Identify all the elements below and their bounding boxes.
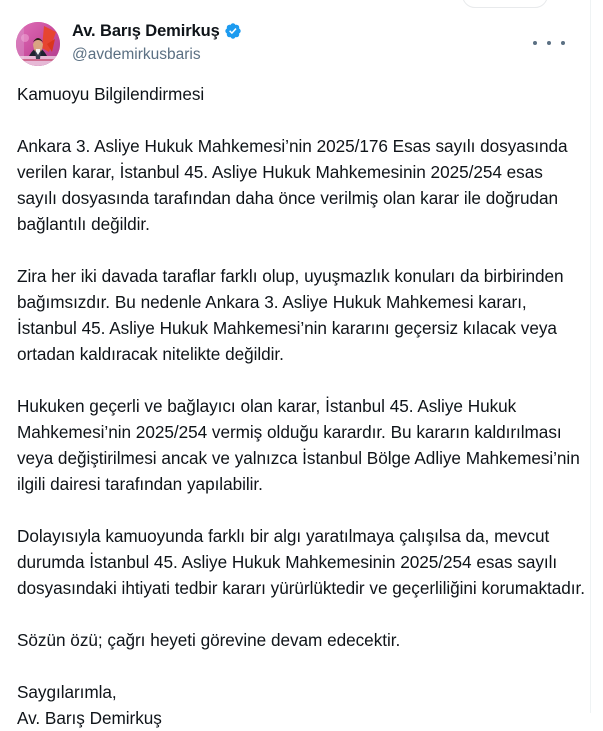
- identity-block: [72, 20, 442, 65]
- more-horizontal-icon[interactable]: [532, 32, 566, 54]
- more-dot: [547, 41, 551, 45]
- more-dot: [533, 41, 537, 45]
- tweet-paragraph: Dolayısıyla kamuoyunda farklı bir algı yaratılmaya çalışılsa da, mevcut durumda İstanbul 45. Asliye Hukuk Mahkemesinin 2025/254 esas sayılı dosyasındaki ihtiyati tedbir kararı yürürlüktedir ve geçerliliğini korumaktadır.: [17, 526, 585, 598]
- tweet-paragraph: Sözün özü; çağrı heyeti görevine devam edecektir.: [17, 630, 401, 650]
- card-right-divider: [590, 0, 591, 713]
- tweet-paragraph: Zira her iki davada taraflar farklı olup, uyuşmazlık konuları da birbirinden bağımsızdır. Bu nedenle Ankara 3. Asliye Hukuk Mahkemesi kararı, İstanbul 45. Asliye Hukuk Mahkemesi’nin kararını geçersiz kılacak veya ortadan kaldıracak nitelikte değildir.: [17, 266, 569, 364]
- tweet-signature: Av. Barış Demirkuş: [17, 708, 162, 728]
- follow-button[interactable]: [462, 0, 548, 8]
- tweet-header: [16, 20, 578, 68]
- avatar-photo-icon: [16, 22, 60, 66]
- tweet-text: [17, 81, 587, 731]
- tweet-paragraph: Kamuoyu Bilgilendirmesi: [17, 84, 205, 104]
- user-handle[interactable]: @avdemirkusbaris: [72, 46, 201, 63]
- tweet-paragraph: Ankara 3. Asliye Hukuk Mahkemesi’nin 2025/176 Esas sayılı dosyasında verilen karar, İstanbul 45. Asliye Hukuk Mahkemesinin 2025/254 esas sayılı dosyasında tarafından daha önce verilmiş olan karar ile doğrudan bağlantılı değildir.: [17, 136, 573, 234]
- name-row: [72, 20, 442, 42]
- tweet-paragraph: Saygılarımla,: [17, 682, 117, 702]
- display-name[interactable]: Av. Barış Demirkuş: [72, 22, 220, 40]
- more-dot: [561, 41, 565, 45]
- tweet-paragraph: Hukuken geçerli ve bağlayıcı olan karar, İstanbul 45. Asliye Hukuk Mahkemesi’nin 2025/254 vermiş olduğu karardır. Bu kararın kaldırılması veya değiştirilmesi ancak ve yalnızca İstanbul Bölge Adliye Mahkemesi’nin ilgili dairesi tarafından yapılabilir.: [17, 396, 585, 494]
- verified-badge-icon: [224, 22, 242, 40]
- avatar[interactable]: [16, 22, 60, 66]
